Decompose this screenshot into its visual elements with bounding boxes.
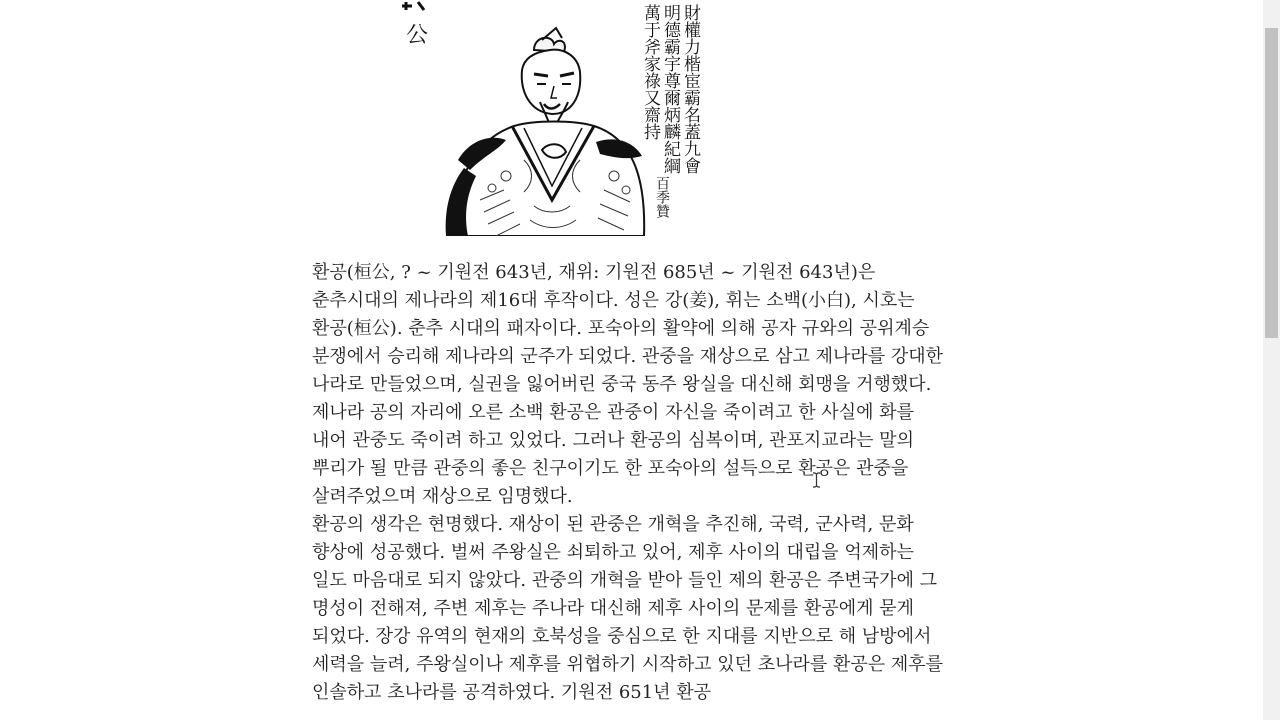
article-paragraph: 제나라 공의 자리에 오른 소백 환공은 관중이 자신을 죽이려고 한 사실에 화를 내어 관중도 죽이려 하고 있었다. 그러나 환공의 심복이며, 관포지교라는 말의 뿌리가 될 만큼 관중의 좋은 친구이기도 한 포숙아의 설득으로 환공은 관중을 살려주었으며 재상으로 임명했다. [312,402,914,507]
article-paragraph: 환공(桓公, ? ~ 기원전 643년, 재위: 기원전 685년 ~ 기원전 643년)은 춘추시대의 제나라의 제16대 후작이다. 성은 강(姜), 휘는 소백(小白), 시호는 환공(桓公). 춘추 시대의 패자이다. 포숙아의 활약에 의해 공자 규와의 공위계승 분쟁에서 승리해 제나라의 군주가 되었다. 관중을 재상으로 삼고 제나라를 강대한 나라로 만들었으며, 실권을 잃어버린 중국 동주 왕실을 대신해 회맹을 거행했다. [312,262,944,395]
article-paragraph: 환공의 생각은 현명했다. 재상이 된 관중은 개혁을 추진해, 국력, 군사력, 문화 향상에 성공했다. 벌써 주왕실은 쇠퇴하고 있어, 제후 사이의 대립을 억제하는 일도 마음대로 되지 않았다. 관중의 개혁을 받아 들인 제의 환공은 주변국가에 그 명성이 전해져, 주변 제후는 주나라 대신해 제후 사이의 문제를 환공에게 묻게 되었다. 장강 유역의 현재의 호북성을 중심으로 한 지대를 지반으로 해 남방에서 세력을 늘려, 주왕실이나 제후를 위협하기 시작하고 있던 초나라를 환공은 제후를 인솔하고 초나라를 공격하였다. 기원전 651년 환공 [312,514,944,703]
text-cursor-icon [812,472,821,488]
portrait-caption-glyph: 公 [406,23,429,48]
article-body [312,259,952,707]
portrait-caption [402,2,428,48]
inscription-column: 財權力楷宦霸名蓋九會 [680,4,700,174]
inscription-column: 萬于斧家祿又齋持 [640,4,660,140]
scrollbar-thumb[interactable] [1265,28,1278,338]
portrait-illustration [384,0,730,236]
portrait-inscription [640,4,701,219]
inscription-column: 明德霸宇尊爾炳麟紀綱 [660,4,680,174]
vertical-scrollbar[interactable] [1263,0,1280,720]
inscription-signature: 百季贊 [654,176,670,218]
